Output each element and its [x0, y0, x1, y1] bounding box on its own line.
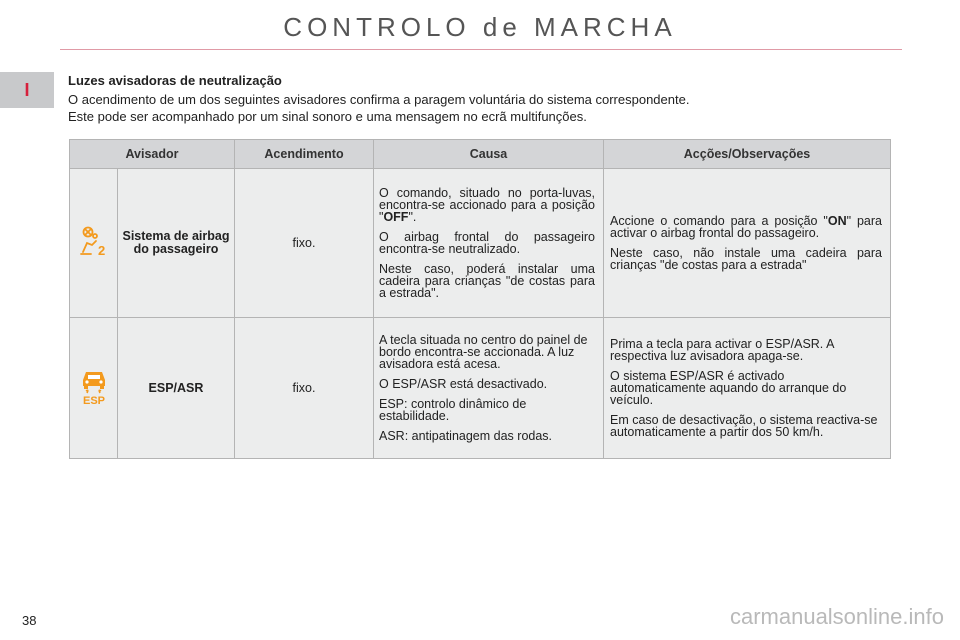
actions-cell	[604, 318, 891, 459]
lighting-value: fixo.	[235, 318, 374, 459]
esp-off-icon	[79, 368, 109, 409]
watermark: carmanualsonline.info	[729, 604, 944, 629]
svg-text:2: 2	[97, 242, 105, 258]
actions-paragraph: Neste caso, não instale uma cadeira para crianças "de costas para a estrada"	[610, 246, 882, 272]
actions-text: " para activar o airbag frontal do passageiro.	[610, 214, 882, 240]
section-heading: Luzes avisadoras de neutralização	[68, 73, 282, 88]
passenger-airbag-off-icon	[79, 226, 109, 261]
cause-text: O comando, situado no porta-luvas, encontra-se accionado para a posição "	[379, 186, 595, 224]
section-tab: I	[0, 72, 54, 108]
warning-icon-cell	[70, 169, 118, 318]
page-title: CONTROLO de MARCHA	[283, 12, 677, 42]
actions-text: Accione o comando para a posição "	[610, 214, 828, 228]
warning-lights-table	[69, 139, 891, 459]
cause-paragraph: ESP: controlo dinâmico de estabilidade.	[379, 397, 527, 423]
table-header-row	[70, 140, 891, 169]
actions-paragraph: Em caso de desactivação, o sistema reactiva-se automaticamente a partir dos 50 km/h.	[610, 413, 878, 439]
actions-paragraph: Prima a tecla para activar o ESP/ASR. A respectiva luz avisadora apaga-se.	[610, 337, 834, 363]
title-divider	[60, 49, 902, 50]
cause-paragraph	[379, 187, 595, 223]
table-row	[70, 318, 891, 459]
warning-icon-cell	[70, 318, 118, 459]
actions-paragraph: O sistema ESP/ASR é activado automaticamente aquando do arranque do veículo.	[610, 369, 847, 407]
intro-text	[68, 91, 868, 125]
table-row	[70, 169, 891, 318]
intro-line: Este pode ser acompanhado por um sinal sonoro e uma mensagem no ecrã multifunções.	[68, 109, 587, 124]
cause-cell	[374, 318, 604, 459]
intro-line: O acendimento de um dos seguintes avisadores confirma a paragem voluntária do sistema correspondente.	[68, 92, 690, 107]
cause-paragraph: O ESP/ASR está desactivado.	[379, 377, 548, 391]
cause-paragraph: O airbag frontal do passageiro encontra-se neutralizado.	[379, 230, 595, 256]
lighting-value: fixo.	[235, 169, 374, 318]
header-warning: Avisador	[70, 140, 235, 169]
actions-cell	[604, 169, 891, 318]
off-position-label: OFF	[383, 210, 409, 224]
warning-name: Sistema de airbag do passageiro	[118, 169, 235, 318]
cause-paragraph: Neste caso, poderá instalar uma cadeira para crianças "de costas para a estrada".	[379, 262, 595, 300]
header-lighting: Acendimento	[235, 140, 374, 169]
header-cause: Causa	[374, 140, 604, 169]
cause-paragraph: ASR: antipatinagem das rodas.	[379, 429, 553, 443]
cause-cell	[374, 169, 604, 318]
cause-paragraph: A tecla situada no centro do painel de bordo encontra-se accionada. A luz avisadora está acesa.	[379, 333, 588, 371]
actions-paragraph	[610, 215, 882, 239]
header-actions: Acções/Observações	[604, 140, 891, 169]
cause-text: ".	[408, 210, 417, 224]
page-number: 38	[22, 613, 37, 628]
esp-icon-label: ESP	[82, 394, 105, 406]
warning-name: ESP/ASR	[118, 318, 235, 459]
on-position-label: ON	[827, 214, 847, 228]
